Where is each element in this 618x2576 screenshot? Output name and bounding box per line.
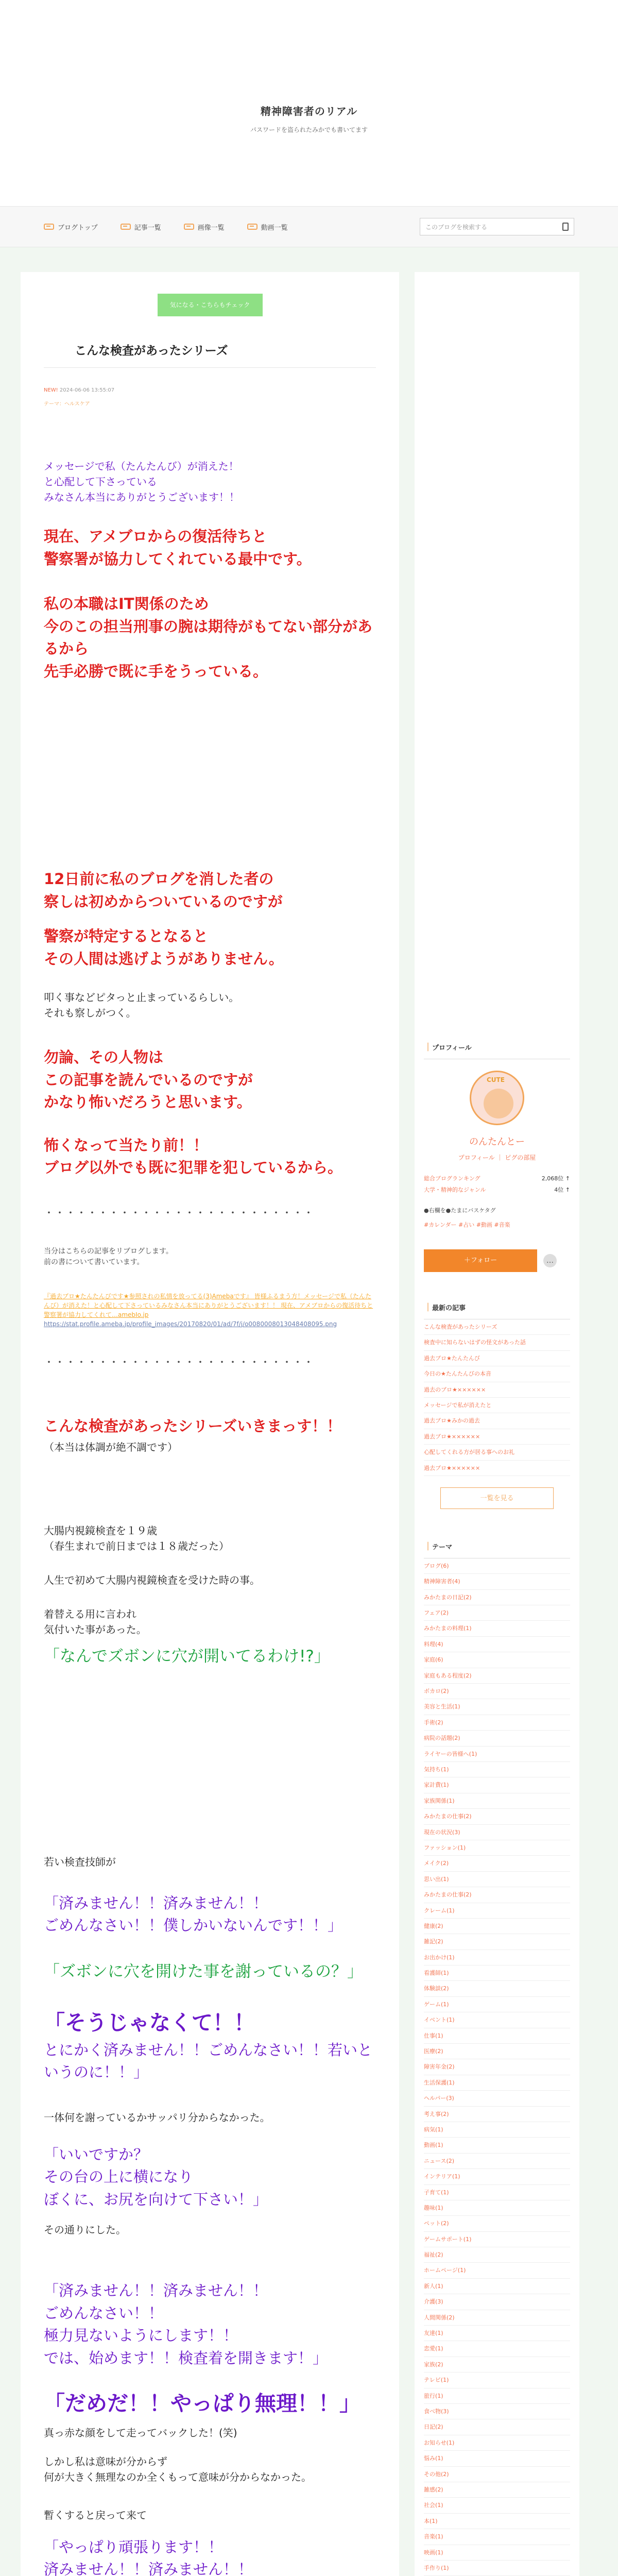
- theme-link[interactable]: 社会(1): [424, 2498, 570, 2513]
- body-text: 先手必勝で既に手をうっている。: [44, 662, 268, 680]
- body-text: 12日前に私のブログを消した者の: [44, 870, 274, 888]
- theme-link[interactable]: 考え事(2): [424, 2107, 570, 2122]
- profile-widget: [424, 1041, 570, 1272]
- body-text: 何が大きく無理なのか全くもって意味が分からなかった。: [44, 2470, 312, 2483]
- home-icon: [44, 224, 54, 230]
- body-text: 若い検査技師が: [44, 1855, 116, 1868]
- theme-link[interactable]: 精神障害者(4): [424, 1574, 570, 1589]
- theme-link[interactable]: 家族(2): [424, 2357, 570, 2372]
- image-icon: [184, 224, 194, 230]
- body-text: その通りにした。: [44, 2224, 126, 2236]
- latest-article-link[interactable]: 過去ブロ★××××××: [424, 1461, 570, 1476]
- body-text: 真っ赤な顔をして走ってバックした！(笑): [44, 2426, 237, 2439]
- theme-link[interactable]: 家計費(1): [424, 1777, 570, 1793]
- body-text: 「いいですか？: [44, 2145, 149, 2163]
- body-text: 一体何を謝っているかサッパリ分からなかった。: [44, 2111, 270, 2124]
- body-text: 「済みません！！済みません！！: [44, 2282, 268, 2299]
- body-text: 済みません！！済みません！！: [44, 2561, 253, 2576]
- theme-link[interactable]: 体験談(2): [424, 1981, 570, 1996]
- search-placeholder: このブログを検索する: [425, 223, 488, 231]
- body-text: ブログ以外でも既に犯罪を犯しているから。: [44, 1159, 343, 1176]
- latest-article-link[interactable]: 過去ブロ★みかの過去: [424, 1413, 570, 1429]
- latest-article-link[interactable]: 過去ブロ★たんたんび: [424, 1351, 570, 1366]
- theme-link[interactable]: お知らせ(1): [424, 2435, 570, 2451]
- body-text: （本当は体調が絶不調です）: [44, 1441, 178, 1453]
- body-text: 人生で初めて大腸内視鏡検査を受けた時の事。: [44, 1574, 260, 1586]
- body-text: 「だめだ！！やっぱり無理！！」: [44, 2391, 360, 2416]
- body-text: 「やっぱり頑張ります！！: [44, 2538, 224, 2556]
- list-icon: [121, 224, 131, 230]
- theme-link[interactable]: 新人(1): [424, 2279, 570, 2294]
- theme-link[interactable]: 病気(1): [424, 2122, 570, 2138]
- site-title[interactable]: 精神障害者のリアル: [260, 105, 358, 117]
- theme-link[interactable]: その他(2): [424, 2467, 570, 2482]
- theme-link[interactable]: お出かけ(1): [424, 1950, 570, 1965]
- ranking-stats: [424, 1174, 570, 1194]
- theme-link[interactable]: 気持ち(1): [424, 1762, 570, 1777]
- new-badge: NEW!: [44, 387, 58, 393]
- body-text: 前の書について書いています。: [44, 1258, 144, 1266]
- body-text: 叩く事などピタっと止まっているらしい。: [44, 991, 239, 1004]
- body-text: 大腸内視鏡検査を１９歳: [44, 1524, 157, 1537]
- body-text: 極力見ないようにします！！: [44, 2327, 238, 2344]
- latest-article-link[interactable]: 過去のブロ★××××××: [424, 1382, 570, 1398]
- theme-link[interactable]: 思い出(1): [424, 1872, 570, 1887]
- latest-article-link[interactable]: メッセージで私が消えたと: [424, 1398, 570, 1413]
- theme-link[interactable]: 雑記(2): [424, 1934, 570, 1950]
- follow-button[interactable]: ＋フォロー: [424, 1249, 537, 1272]
- theme-link[interactable]: 料理(4): [424, 1637, 570, 1652]
- body-text: 「ズボンに穴を開けた事を謝っているの？」: [44, 1962, 363, 1981]
- theme-link[interactable]: 日記(2): [424, 2419, 570, 2435]
- body-text: 当分はこちらの記事をリブログします。: [44, 1247, 173, 1256]
- theme-link[interactable]: 病院の話題(2): [424, 1731, 570, 1746]
- article: [21, 272, 399, 2576]
- body-text: 勿論、その人物は: [44, 1048, 164, 1066]
- theme-link[interactable]: 健康(2): [424, 1919, 570, 1934]
- theme-link[interactable]: 家庭(6): [424, 1652, 570, 1668]
- body-text: 警察が特定するとなると: [44, 927, 209, 945]
- global-nav: [0, 206, 618, 247]
- theme-link[interactable]: 旅行(1): [424, 2388, 570, 2404]
- theme-link[interactable]: 家庭もある程度(2): [424, 1668, 570, 1684]
- body-text: 「そうじゃなくて！！: [44, 2010, 255, 2035]
- theme-link[interactable]: 美容と生活(1): [424, 1699, 570, 1715]
- theme-link[interactable]: ライヤーの皆様へ(1): [424, 1747, 570, 1762]
- theme-link[interactable]: 障害年金(2): [424, 2059, 570, 2075]
- body-text: 怖くなって当たり前！！: [44, 1136, 209, 1154]
- theme-link[interactable]: ニュース(2): [424, 2154, 570, 2169]
- article-body: [44, 459, 376, 2576]
- theme-link[interactable]: 友達(1): [424, 2326, 570, 2341]
- theme-link[interactable]: ブログ(6): [424, 1558, 570, 1574]
- latest-article-link[interactable]: 今日の★たんたんびの本音: [424, 1366, 570, 1382]
- more-options-icon[interactable]: …: [543, 1254, 557, 1267]
- article-theme[interactable]: テーマ：ヘルスケア: [44, 401, 90, 407]
- theme-link[interactable]: テレビ(1): [424, 2372, 570, 2388]
- body-text: 「済みません！！済みません！！: [44, 1894, 268, 1912]
- theme-link[interactable]: メイク(2): [424, 1856, 570, 1871]
- theme-link[interactable]: ヘルパー(3): [424, 2091, 570, 2106]
- body-text: 今のこの担当刑事の腕は期待がもてない部分があるから: [44, 617, 373, 657]
- body-text: その台の上に横になり: [44, 2168, 194, 2185]
- site-subtitle: パスワードを盗られたみかでも書いてます: [250, 126, 368, 133]
- theme-link[interactable]: みかたまの日記(2): [424, 1590, 570, 1605]
- ranking-row[interactable]: 大学・精神的なジャンル 4位 ↑: [424, 1187, 570, 1193]
- latest-article-link[interactable]: こんな検査があったシリーズ: [424, 1319, 570, 1335]
- body-text: 警察署が協力してくれている最中です。: [44, 550, 312, 568]
- theme-link[interactable]: 音楽(1): [424, 2529, 570, 2545]
- site-header: [0, 0, 618, 206]
- video-icon: [247, 224, 258, 230]
- reblog-link[interactable]: 『過去ブロ★たんたんびです★参照されの私情を放ってる(3)Amebaです』 皆様ふるまう方！メッセージで私（たんたんび）が消えた！と心配して下さっているみなさん本当にありがとうございます！！ 現在、アメブロからの復活待ちと警察署が協力してくれて…amebIo.jp: [44, 1292, 373, 1318]
- theme-link[interactable]: ゲームサポート(1): [424, 2232, 570, 2247]
- theme-link[interactable]: 趣味(1): [424, 2200, 570, 2216]
- theme-heading: ｜テーマ: [424, 1540, 570, 1558]
- body-text: 私の本職はIT関係のため: [44, 595, 209, 613]
- theme-link[interactable]: 医療(2): [424, 2044, 570, 2059]
- body-text: しかし私は意味が分からず: [44, 2455, 167, 2468]
- theme-link[interactable]: インテリア(1): [424, 2169, 570, 2184]
- article-date: 2024-06-06 13:55:07: [59, 387, 115, 393]
- sidebar: [415, 272, 579, 2576]
- theme-link[interactable]: 食べ物(3): [424, 2404, 570, 2419]
- nav-articles[interactable]: 記事一覧: [121, 222, 161, 232]
- theme-link[interactable]: 手作り(1): [424, 2561, 570, 2576]
- profile-avatar[interactable]: [470, 1071, 524, 1125]
- body-text: では、始めます！！検査着を開きます！」: [44, 2349, 328, 2367]
- theme-link[interactable]: 生活保護(1): [424, 2075, 570, 2091]
- body-text: ごめんなさい！！僕しかいないんです！！」: [44, 1917, 343, 1934]
- theme-link[interactable]: ボカロ(2): [424, 1684, 570, 1699]
- theme-link[interactable]: みかたまの仕事(2): [424, 1887, 570, 1903]
- theme-link[interactable]: ゲーム(1): [424, 1997, 570, 2012]
- theme-link[interactable]: ファッション(1): [424, 1840, 570, 1856]
- theme-link[interactable]: 動画(1): [424, 2138, 570, 2153]
- profile-heading: ｜プロフィール: [424, 1041, 570, 1059]
- body-text: 現在、アメブロからの復活待ちと: [44, 528, 267, 545]
- body-text: （春生まれで前日までは１８歳だった）: [44, 1540, 229, 1552]
- theme-link[interactable]: 手術(2): [424, 1715, 570, 1731]
- body-text: メッセージで私（たんたんび）が消えた！: [44, 460, 239, 472]
- theme-link[interactable]: 映画(1): [424, 2545, 570, 2561]
- search-input[interactable]: [420, 218, 574, 235]
- theme-link[interactable]: 子育て(1): [424, 2185, 570, 2200]
- body-text: 察しは初めからついているのですが: [44, 892, 283, 910]
- latest-article-link[interactable]: 心配してくれる方が居る事へのお礼: [424, 1445, 570, 1460]
- body-text: この記事を読んでいるのですが: [44, 1071, 253, 1089]
- body-text: ぼくに、お尻を向けて下さい！」: [44, 2190, 268, 2208]
- latest-list: [424, 1319, 570, 1476]
- theme-link[interactable]: イベント(1): [424, 2012, 570, 2028]
- latest-more-button[interactable]: 一覧を見る: [440, 1487, 554, 1509]
- body-text: とにかく済みません！！ごめんなさい！！若いというのに！！」: [44, 2041, 373, 2081]
- body-text: ・・・・・・・・・・・・・・・・・・・・・・・・・: [44, 1206, 314, 1219]
- theme-link[interactable]: ペット(2): [424, 2216, 570, 2231]
- follow-row: [424, 1249, 570, 1272]
- theme-link[interactable]: ホームページ(1): [424, 2263, 570, 2278]
- latest-heading: ｜最新の記事: [424, 1301, 570, 1319]
- theme-link[interactable]: 現在の状況(3): [424, 1825, 570, 1840]
- theme-link[interactable]: 仕事(1): [424, 2028, 570, 2044]
- search-icon[interactable]: [562, 223, 569, 231]
- nav-images[interactable]: 画像一覧: [184, 222, 225, 232]
- profile-name[interactable]: のんたんとー: [469, 1137, 525, 1147]
- theme-link[interactable]: みかたまの仕事(2): [424, 1809, 570, 1824]
- body-text: と心配して下さっている: [44, 476, 157, 488]
- theme-link[interactable]: 介護(3): [424, 2294, 570, 2310]
- body-text: それも察しがつく。: [44, 1007, 136, 1019]
- content-wrapper: [0, 247, 618, 2576]
- theme-link[interactable]: 人間関係(2): [424, 2310, 570, 2326]
- theme-link[interactable]: 恋愛(1): [424, 2341, 570, 2357]
- theme-link[interactable]: 家族関係(1): [424, 1793, 570, 1809]
- theme-link[interactable]: 福祉(2): [424, 2247, 570, 2263]
- theme-widget: [424, 1540, 570, 2576]
- latest-article-link[interactable]: 過去ブロ★××××××: [424, 1429, 570, 1445]
- body-text: その人間は逃げようがありません。: [44, 950, 284, 968]
- theme-link[interactable]: 本(1): [424, 2514, 570, 2529]
- profile-tags[interactable]: #カレンダー #占い #動画 #音楽: [424, 1222, 510, 1228]
- nav-videos[interactable]: 動画一覧: [247, 222, 288, 232]
- profile-note: ●右欄を●たまにバスケタグ: [424, 1207, 496, 1214]
- nav-blog-top[interactable]: ブログトップ: [44, 222, 98, 232]
- body-text: 気付いた事があった。: [44, 1623, 147, 1636]
- profile-links[interactable]: プロフィール ｜ ピグの部屋: [458, 1154, 536, 1161]
- body-text: みなさん本当にありがとうございます！！: [44, 491, 239, 503]
- body-text: かなり怖いだろうと思います。: [44, 1093, 252, 1111]
- body-text: 暫くすると戻って来て: [44, 2509, 147, 2521]
- latest-article-link[interactable]: 検査中に知らないはずの怪文があった話: [424, 1335, 570, 1350]
- body-text: ごめんなさい！！: [44, 2304, 164, 2322]
- body-text: こんな検査があったシリーズいきまっす！！: [44, 1417, 342, 1435]
- ranking-row[interactable]: 総合ブログランキング 2,068位 ↑: [424, 1175, 570, 1182]
- body-text: 着替える用に言われ: [44, 1608, 136, 1620]
- article-title[interactable]: こんな検査があったシリーズ: [44, 341, 376, 368]
- share-button[interactable]: 気になる・こちらもチェック: [158, 294, 263, 316]
- article-meta: [44, 387, 376, 393]
- theme-link[interactable]: みかたまの料理(1): [424, 1621, 570, 1636]
- reblog-link[interactable]: https://stat.profile.ameba.jp/profile_images/20170820/01/ad/7f/j/o0080008013048408095.png: [44, 1320, 337, 1328]
- latest-articles-widget: [424, 1301, 570, 1509]
- theme-link[interactable]: フェア(2): [424, 1605, 570, 1621]
- theme-list: [424, 1558, 570, 2576]
- theme-link[interactable]: 悩み(1): [424, 2451, 570, 2466]
- body-text: ・・・・・・・・・・・・・・・・・・・・・・・・・: [44, 1355, 314, 1368]
- theme-link[interactable]: 看護師(1): [424, 1965, 570, 1981]
- body-text: 「なんでズボンに穴が開いてるわけ!?」: [44, 1647, 330, 1666]
- theme-link[interactable]: 雑感(2): [424, 2482, 570, 2498]
- theme-link[interactable]: クレーム(1): [424, 1903, 570, 1919]
